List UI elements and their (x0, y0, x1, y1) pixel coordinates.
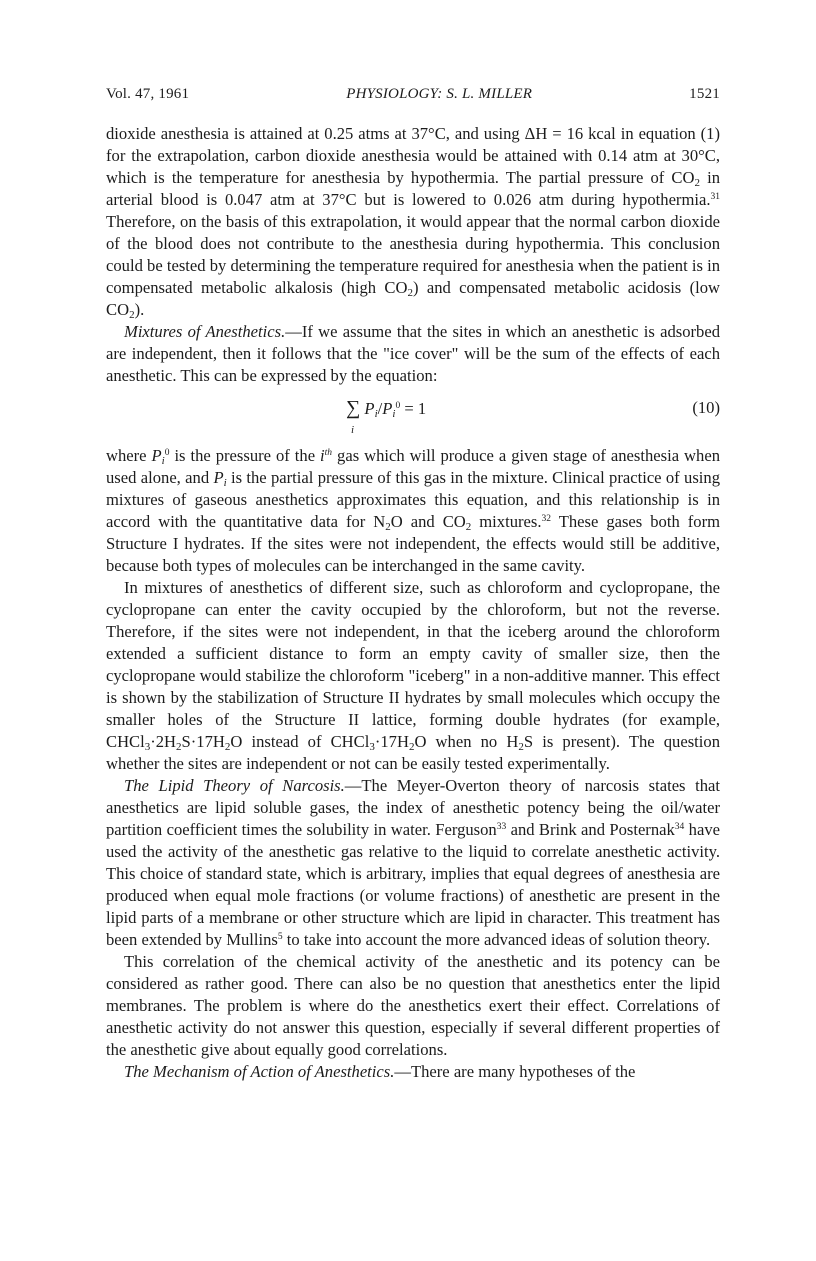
page (106, 86, 720, 1083)
ref-31[interactable]: 31 (710, 192, 720, 202)
section-heading-lipid-theory: The Lipid Theory of Narcosis. (124, 776, 345, 795)
ref-33[interactable]: 33 (496, 822, 507, 832)
paragraph-lipid-theory: The Lipid Theory of Narcosis.—The Meyer-Overton theory of narcosis states that anesthetics are lipid soluble gases, the index of anesthetic potency being the oil/water partition coefficient times the solubility in water. Ferguson$^{33}$ and Brink and Posternak$^{34}$ have used the activity of the anesthetic gas relative to the liquid to correlate anesthetic activity. This choice of standard state, which is arbitrary, implies that equal degrees of anesthesia are produced when equal mole fractions (or volume fractions) of anesthetic are present in the lipid parts of a membrane or other structure which are lipid in character. This treatment has been extended by Mullins$^5$ to take into account the more advanced ideas of solution theory. (106, 776, 720, 949)
paragraph-4: In mixtures of anesthetics of different size, such as chloroform and cyclopropane, the cyclopropane can enter the cavity occupied by the chloroform, but not the reverse. Therefore, if the sites were not independent, in that the iceberg around the chloroform extended a sufficient distance to form an empty cavity of smaller size, then the cyclopropane would stabilize the chloroform "iceberg" in a non-additive manner. This effect is shown by the stabilization of Structure II hydrates by small molecules which occupy the smaller holes of the Structure II lattice, forming double hydrates (for example, $CHCl_3\cdot 2H_2S\cdot 17H_2O$ instead of $CHCl_3\cdot 17H_2O$ when no $H_2S$ is present). The question whether the sites are independent or not can be easily tested experimentally. (106, 578, 720, 773)
volume-label: Vol. 47, 1961 (106, 86, 190, 102)
ref-34[interactable]: 34 (674, 822, 685, 832)
section-heading-mechanism: The Mechanism of Action of Anesthetics. (124, 1062, 395, 1081)
ref-32[interactable]: 32 (541, 514, 551, 524)
running-header (106, 86, 720, 108)
summation-symbol: ∑ i (346, 397, 361, 436)
paragraph-3: where $P_i^0$ is the pressure of the $i^{th}$ gas which will produce a given stage of anesthesia when used alone, and $P_i$ is the partial pressure of this gas in the mixture. Clinical practice of using mixtures of gaseous anesthetics approximates this equation, and this relationship is in accord with the quantitative data for $N_2O$ and $CO_2$ mixtures.$^{32}$ These gases both form Structure I hydrates. If the sites were not independent, the effects would still be additive, because both types of molecules can be interchanged in the same cavity. (106, 446, 721, 575)
running-title: PHYSIOLOGY: S. L. MILLER (346, 86, 533, 102)
paragraph-mixtures: Mixtures of Anesthetics.—If we assume that the sites in which an anesthetic is adsorbed are independent, then it follows that the "ice cover" will be the sum of the effects of each anesthetic. This can be expressed by the equation: (106, 322, 720, 385)
ref-5[interactable]: 5 (277, 932, 283, 942)
equation-body: ∑ i $P_i/P_i^0 = 1$ (346, 397, 427, 436)
paragraph-1: dioxide anesthesia is attained at 0.25 atms at 37°C, and using ΔH = 16 kcal in equation (1) for the extrapolation, carbon dioxide anesthesia would be attained with 0.14 atm at 30°C, which is the temperature for anesthesia by hypothermia. The partial pressure of $CO_2$ in arterial blood is 0.047 atm at 37°C but is lowered to 0.026 atm during hypothermia.$^{31}$ Therefore, on the basis of this extrapolation, it would appear that the normal carbon dioxide of the blood does not contribute to the anesthesia during hypothermia. This conclusion could be tested by determining the temperature required for anesthesia when the patient is in compensated metabolic alkalosis (high $CO_2$) and compensated metabolic acidosis (low $CO_2$). (106, 124, 720, 321)
paragraph-6: This correlation of the chemical activity of the anesthetic and its potency can be considered as rather good. There can also be no question that anesthetics enter the lipid membranes. The problem is where do the anesthetics exert their effect. Correlations of anesthetic activity do not answer this question, especially if several different properties of the anesthetic give about equally good correlations. (106, 952, 720, 1059)
equation-10 (106, 395, 720, 435)
section-heading-mixtures: Mixtures of Anesthetics. (124, 322, 286, 341)
paragraph-mechanism: The Mechanism of Action of Anesthetics.—There are many hypotheses of the (124, 1062, 636, 1081)
body-text (106, 123, 720, 1083)
page-number: 1521 (689, 86, 720, 102)
equation-number: (10) (692, 398, 720, 417)
